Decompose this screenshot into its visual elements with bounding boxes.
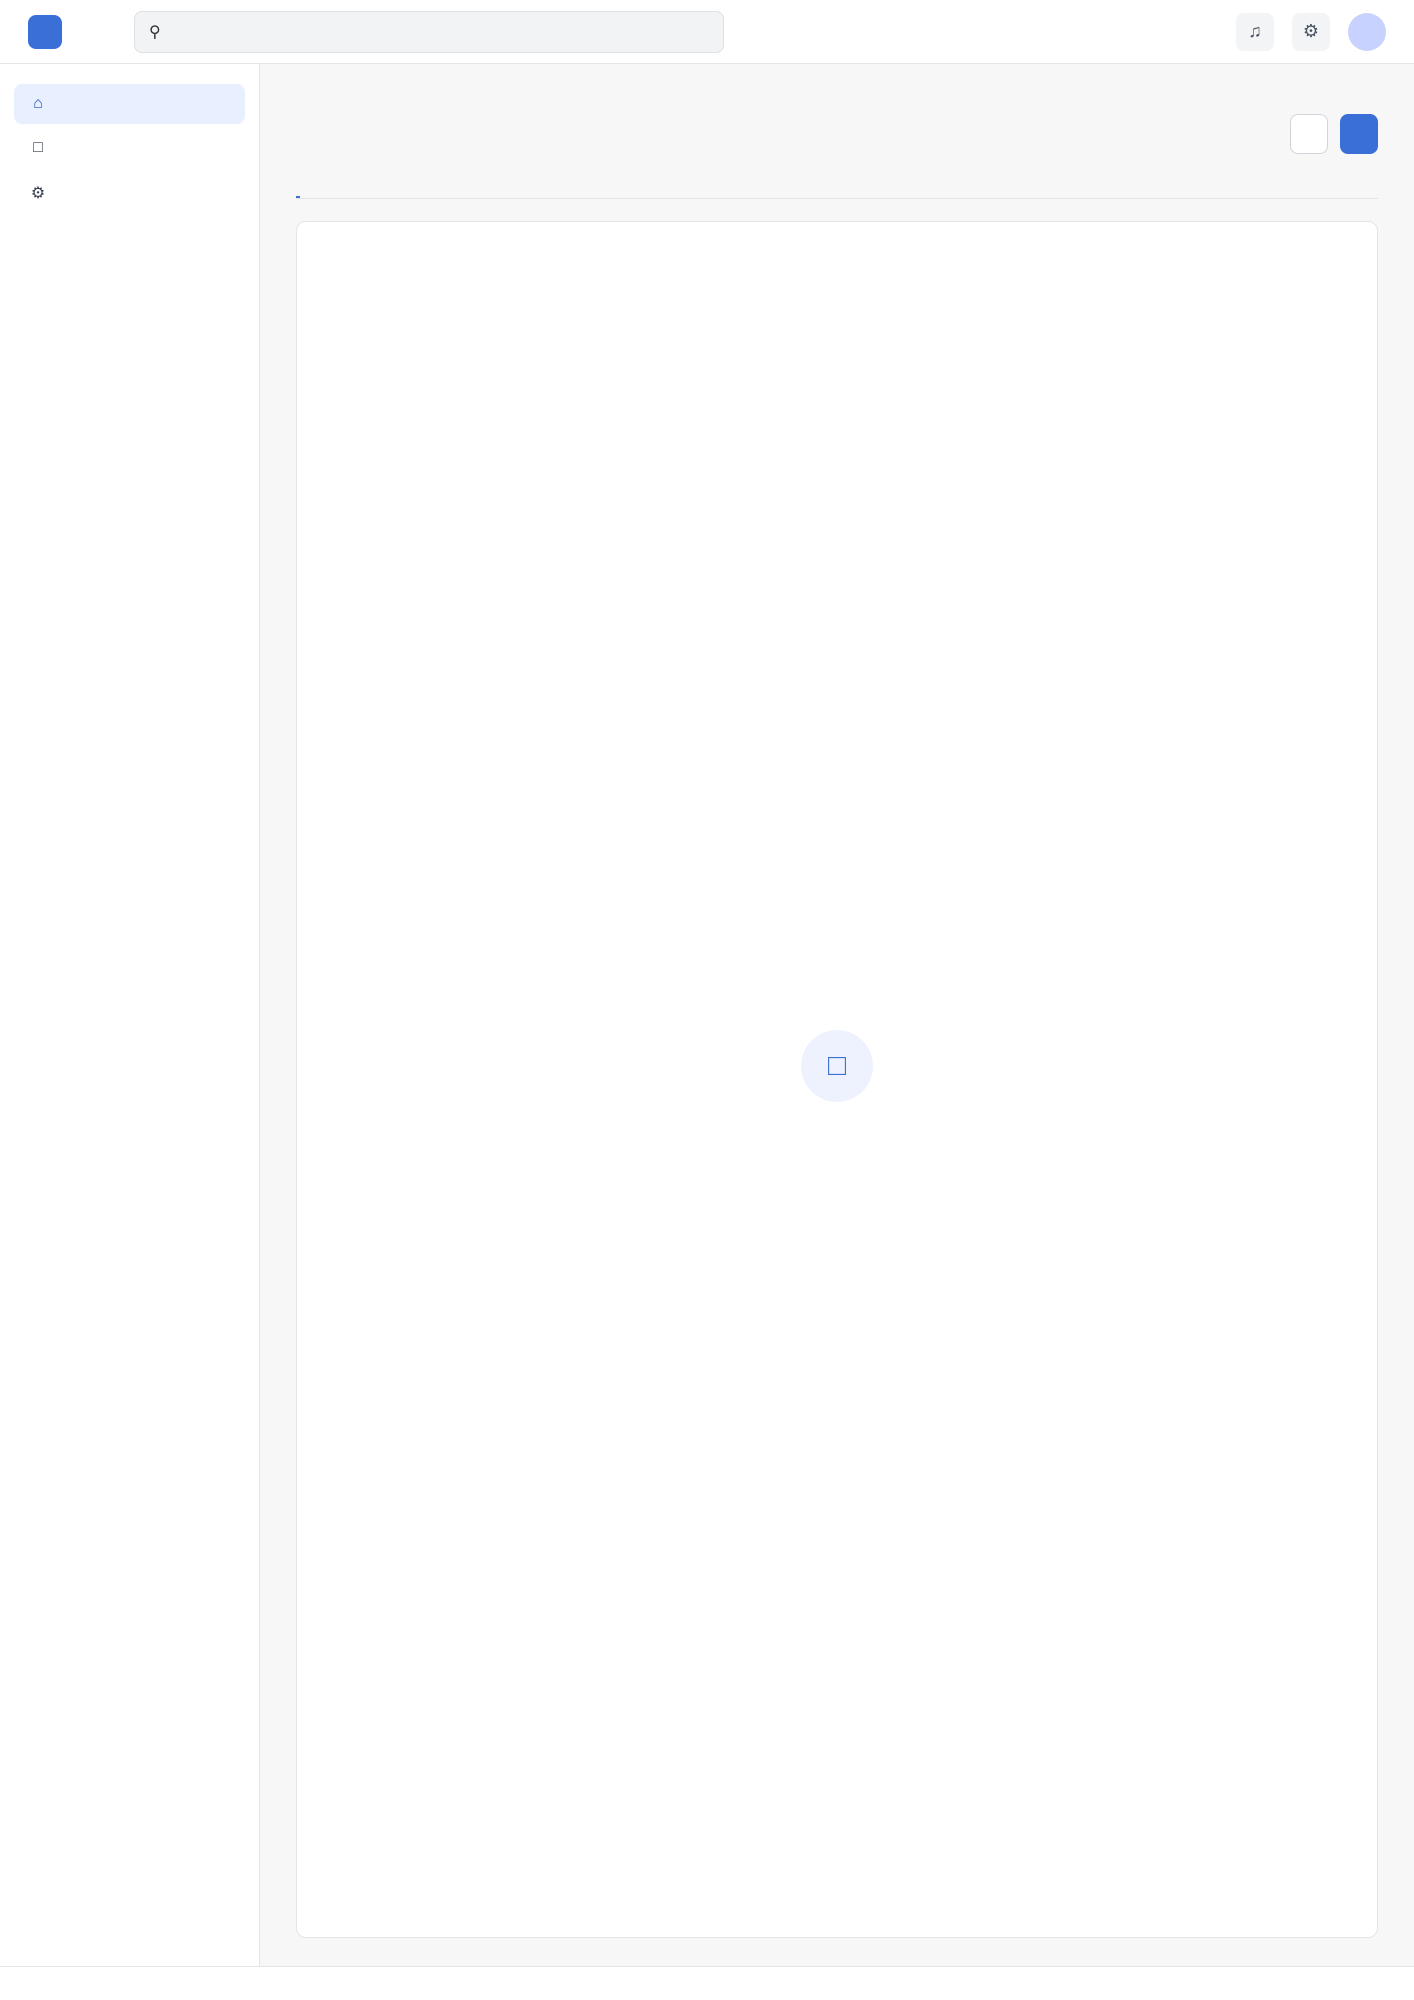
avatar[interactable] — [1348, 13, 1386, 51]
search-icon: ⚲ — [149, 23, 161, 41]
sidebar-item-0[interactable] — [14, 84, 245, 124]
sidebar-item-1[interactable] — [14, 128, 245, 168]
gear-icon: ⚙ — [30, 185, 46, 202]
tab-0[interactable] — [296, 176, 300, 198]
placeholder-icon: □ — [801, 1030, 873, 1102]
bell-icon[interactable]: ♫ — [1236, 13, 1274, 51]
content-panel — [296, 221, 1378, 1938]
secondary-action-button[interactable] — [1290, 114, 1328, 154]
gear-icon[interactable]: ⚙ — [1292, 13, 1330, 51]
status-bar — [0, 1966, 1414, 2000]
home-icon: ⌂ — [33, 95, 43, 112]
search-box[interactable] — [134, 11, 724, 53]
top-actions — [1236, 13, 1386, 51]
sidebar — [0, 64, 260, 1966]
app-logo — [28, 15, 62, 49]
page-header — [296, 114, 1378, 154]
content-layout — [0, 64, 1414, 1966]
sidebar-item-2[interactable] — [14, 172, 245, 214]
header-actions — [1290, 114, 1378, 154]
search-input[interactable] — [171, 22, 709, 41]
main-content — [260, 64, 1414, 1966]
primary-action-button[interactable] — [1340, 114, 1378, 154]
tab-1[interactable] — [326, 176, 330, 198]
tab-bar — [296, 176, 1378, 199]
folder-icon: □ — [33, 139, 43, 156]
top-bar — [0, 0, 1414, 64]
